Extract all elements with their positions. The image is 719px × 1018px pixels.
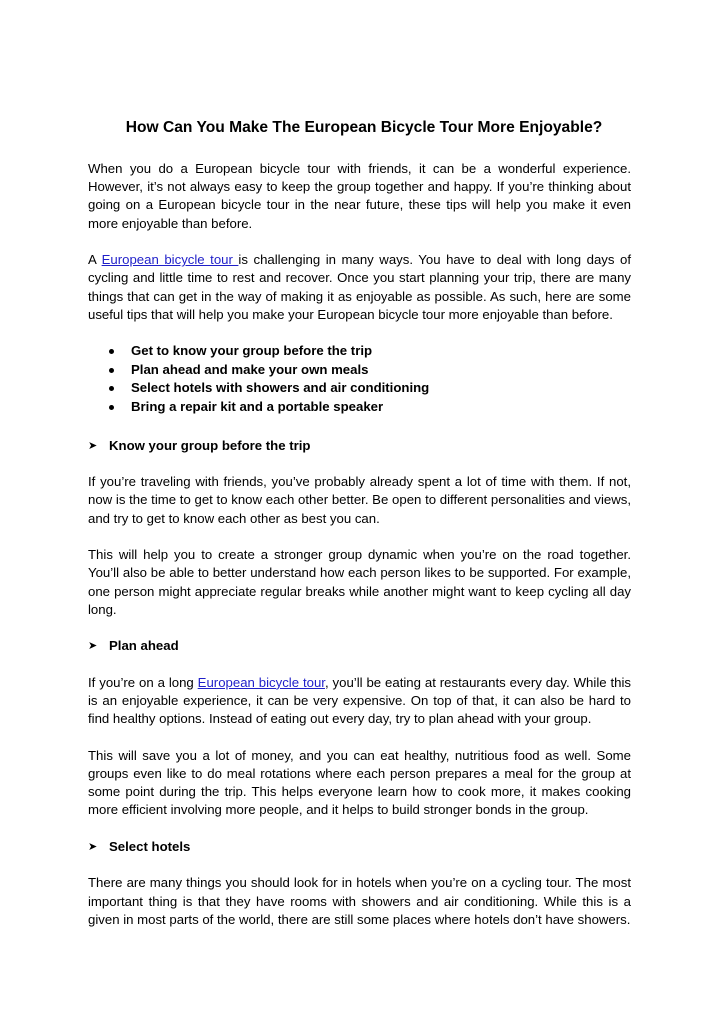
- bullet-dot-icon: [109, 368, 114, 373]
- select-hotels-paragraph: There are many things you should look for in hotels when you’re on a cycling tour. The most important thing is that they have rooms with showers and air conditioning. While this is a given in most parts of the world, there are still some places where hotels don’t have showers.: [88, 875, 631, 927]
- plan-ahead-paragraph-1: [88, 674, 631, 729]
- list-item: [88, 361, 631, 380]
- list-item: [88, 379, 631, 398]
- tip-label: Select hotels with showers and air conditioning: [131, 380, 430, 396]
- plan-prefix: If you’re on a long: [88, 674, 198, 690]
- section-heading-label: Know your group before the trip: [109, 437, 311, 453]
- list-item: [88, 342, 631, 361]
- bullet-dot-icon: [109, 349, 114, 354]
- tip-label: Plan ahead and make your own meals: [131, 361, 369, 377]
- know-group-paragraph-2: This will help you to create a stronger group dynamic when you’re on the road together. You’ll also be able to better understand how each person likes to be supported. For example, one person might appreciate regular breaks while another might want to keep cycling all day long.: [88, 547, 631, 617]
- intro-paragraph: When you do a European bicycle tour with friends, it can be a wonderful experience. However, it’s not always easy to keep the group together and happy. If you’re thinking about going on a European bicycle tour in the near future, these tips will help you make it even more enjoyable than before.: [88, 161, 631, 231]
- tips-list: [88, 342, 631, 416]
- section-heading-label: Plan ahead: [109, 638, 179, 654]
- tip-label: Get to know your group before the trip: [131, 343, 373, 359]
- arrow-right-icon: ➤: [88, 439, 98, 452]
- section-heading-select-hotels: [88, 838, 631, 856]
- section-heading-label: Select hotels: [109, 838, 191, 854]
- bullet-dot-icon: [109, 405, 114, 410]
- document-page: [88, 118, 631, 947]
- bullet-dot-icon: [109, 386, 114, 391]
- know-group-paragraph-1: If you’re traveling with friends, you’ve probably already spent a lot of time with them. If not, now is the time to get to know each other better. Be open to different personalities and views, and try to get to know each other as best you can.: [88, 474, 631, 526]
- page-title: How Can You Make The European Bicycle Tour More Enjoyable?: [125, 119, 603, 136]
- challenge-prefix: A: [88, 252, 102, 268]
- section-heading-plan-ahead: [88, 637, 631, 655]
- tip-label: Bring a repair kit and a portable speaker: [131, 399, 384, 414]
- european-bicycle-tour-link[interactable]: European bicycle tour: [101, 252, 239, 268]
- european-bicycle-tour-link-2[interactable]: European bicycle tour: [197, 674, 325, 690]
- plan-text: , you’ll be eating at restaurants every day. While this is an enjoyable experience, it can be very expensive. On top of that, it can also be hard to find healthy options. Instead of eating out every day, try to plan ahead with your group.: [88, 674, 632, 727]
- list-item: [88, 398, 631, 417]
- challenge-text: is challenging in many ways. You have to deal with long days of cycling and little time to rest and recover. Once you start planning your trip, there are many things that can get in the way of making it as enjoyable as possible. As such, here are some useful tips that will help you make your European bicycle tour more enjoyable than before.: [88, 252, 632, 322]
- arrow-right-icon: ➤: [88, 840, 98, 853]
- plan-ahead-paragraph-2: This will save you a lot of money, and you can eat healthy, nutritious food as well. Some groups even like to do meal rotations where each person prepares a meal for the group at some point during the trip. This helps everyone learn how to cook more, it makes cooking more efficient involving more people, and it helps to build stronger bonds in the group.: [88, 747, 631, 818]
- challenge-paragraph: [88, 251, 631, 324]
- section-heading-know-group: [88, 437, 631, 455]
- arrow-right-icon: ➤: [88, 640, 98, 653]
